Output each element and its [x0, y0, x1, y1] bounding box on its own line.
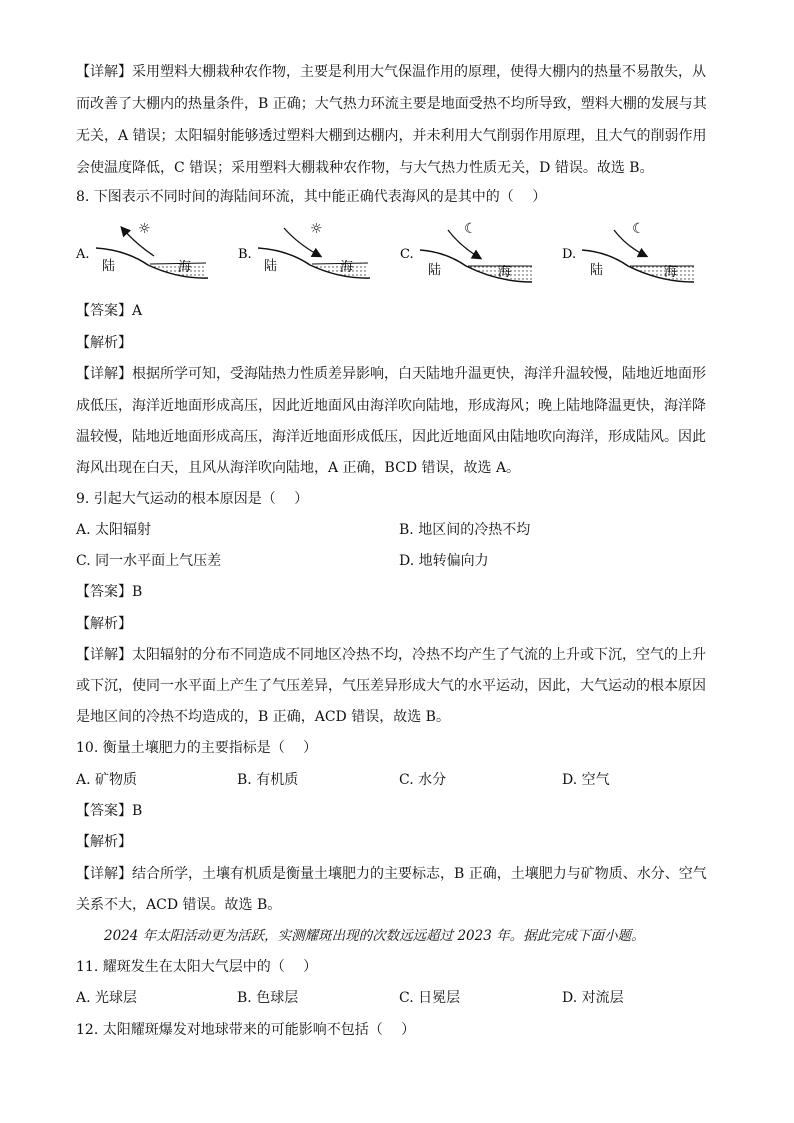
q10-detail-line-2: 关系不大，ACD 错误。故选 B。 — [76, 897, 282, 913]
q9-option-a: A. 太阳辐射 — [76, 522, 152, 538]
sun-icon: ☼ — [310, 221, 323, 237]
q11-stem: 11. 耀斑发生在太阳大气层中的（ ） — [76, 959, 318, 975]
land-label: 陆 — [264, 259, 278, 274]
q8-figure-d — [560, 210, 700, 285]
q9-option-c: C. 同一水平面上气压差 — [76, 553, 222, 569]
q11-option-c: C. 日冕层 — [399, 990, 461, 1006]
land-label: 陆 — [428, 263, 442, 278]
q9-answer: 【答案】B — [76, 584, 143, 600]
q8-detail-line-4: 海风出现在白天，且风从海洋吹向陆地，A 正确，BCD 错误，故选 A。 — [76, 460, 521, 476]
figure-letter: C. — [400, 247, 414, 262]
figure-letter: D. — [562, 247, 577, 262]
q8-detail-line-2: 成低压，海洋近地面形成高压，因此近地面风由海洋吹向陆地，形成海风；晚上陆地降温更快，海洋降 — [76, 398, 706, 414]
q8-figure-b — [236, 210, 376, 285]
figure-letter: B. — [238, 247, 252, 262]
q12-stem: 12. 太阳耀斑爆发对地球带来的可能影响不包括（ ） — [76, 1022, 416, 1038]
q11-option-a: A. 光球层 — [76, 990, 138, 1006]
q10-option-c: C. 水分 — [399, 772, 447, 788]
q8-analysis: 【解析】 — [76, 335, 132, 351]
q8-detail-line-3: 温较慢，陆地近地面形成高压，海洋近地面形成低压，因此近地面风由陆地吹向海洋，形成陆风。因此 — [76, 429, 706, 445]
sea-label: 海 — [178, 260, 192, 275]
q8-detail-line-1: 【详解】根据所学可知，受海陆热力性质差异影响，白天陆地升温更快，海洋升温较慢，陆地近地面形 — [76, 366, 706, 382]
q10-analysis: 【解析】 — [76, 834, 132, 850]
figure-letter: A. — [76, 247, 90, 262]
q10-option-b: B. 有机质 — [237, 772, 299, 788]
land-label: 陆 — [590, 263, 604, 278]
sea-label: 海 — [498, 265, 512, 280]
q9-detail-line-1: 【详解】太阳辐射的分布不同造成不同地区冷热不均，冷热不均产生了气流的上升或下沉，空气的上升 — [76, 647, 706, 663]
q11-option-d: D. 对流层 — [562, 990, 624, 1006]
q10-option-a: A. 矿物质 — [76, 772, 138, 788]
q8-answer: 【答案】A — [76, 303, 143, 319]
q10-detail-line-1: 【详解】结合所学，土壤有机质是衡量土壤肥力的主要标志，B 正确，土壤肥力与矿物质、水分、空气 — [76, 866, 707, 882]
q9-stem: 9. 引起大气运动的根本原因是（ ） — [76, 491, 309, 507]
q7-detail-line-2: 而改善了大棚内的热量条件，B 正确；大气热力环流主要是地面受热不均所导致，塑料大棚的发展与其 — [76, 96, 707, 112]
sea-label: 海 — [340, 260, 354, 275]
moon-icon: ☾ — [632, 221, 645, 237]
q8-figure-a — [74, 210, 214, 285]
material-text: 2024 年太阳活动更为活跃，实测耀斑出现的次数远远超过 2023 年。据此完成下面小题。 — [104, 928, 645, 944]
q11-option-b: B. 色球层 — [237, 990, 299, 1006]
q10-answer: 【答案】B — [76, 803, 143, 819]
moon-icon: ☾ — [464, 221, 477, 237]
q10-option-d: D. 空气 — [562, 772, 610, 788]
q9-detail-line-3: 是地区间的冷热不均造成的，B 正确，ACD 错误，故选 B。 — [76, 709, 450, 725]
q9-analysis: 【解析】 — [76, 616, 132, 632]
q9-detail-line-2: 或下沉，使同一水平面上产生了气压差异，气压差异形成大气的水平运动，因此，大气运动的根本原因 — [76, 678, 706, 694]
q7-detail-line-1: 【详解】采用塑料大棚栽种农作物，主要是利用大气保温作用的原理，使得大棚内的热量不易散失，从 — [76, 64, 706, 80]
q8-stem: 8. 下图表示不同时间的海陆间环流，其中能正确代表海风的是其中的（ ） — [76, 189, 547, 205]
q9-option-b: B. 地区间的冷热不均 — [399, 522, 531, 538]
q7-detail-line-3: 无关，A 错误；太阳辐射能够透过塑料大棚到达棚内，并未利用大气削弱作用原理，且大气的削弱作用 — [76, 128, 707, 144]
q9-option-d: D. 地转偏向力 — [399, 553, 489, 569]
sea-label: 海 — [664, 265, 678, 280]
q10-stem: 10. 衡量土壤肥力的主要指标是（ ） — [76, 740, 318, 756]
sun-icon: ☼ — [138, 221, 151, 237]
q8-figure-c — [398, 210, 538, 285]
land-label: 陆 — [102, 259, 116, 274]
q7-detail-line-4: 会使温度降低，C 错误；采用塑料大棚栽种农作物，与大气热力性质无关，D 错误。故选 B。 — [76, 160, 654, 176]
